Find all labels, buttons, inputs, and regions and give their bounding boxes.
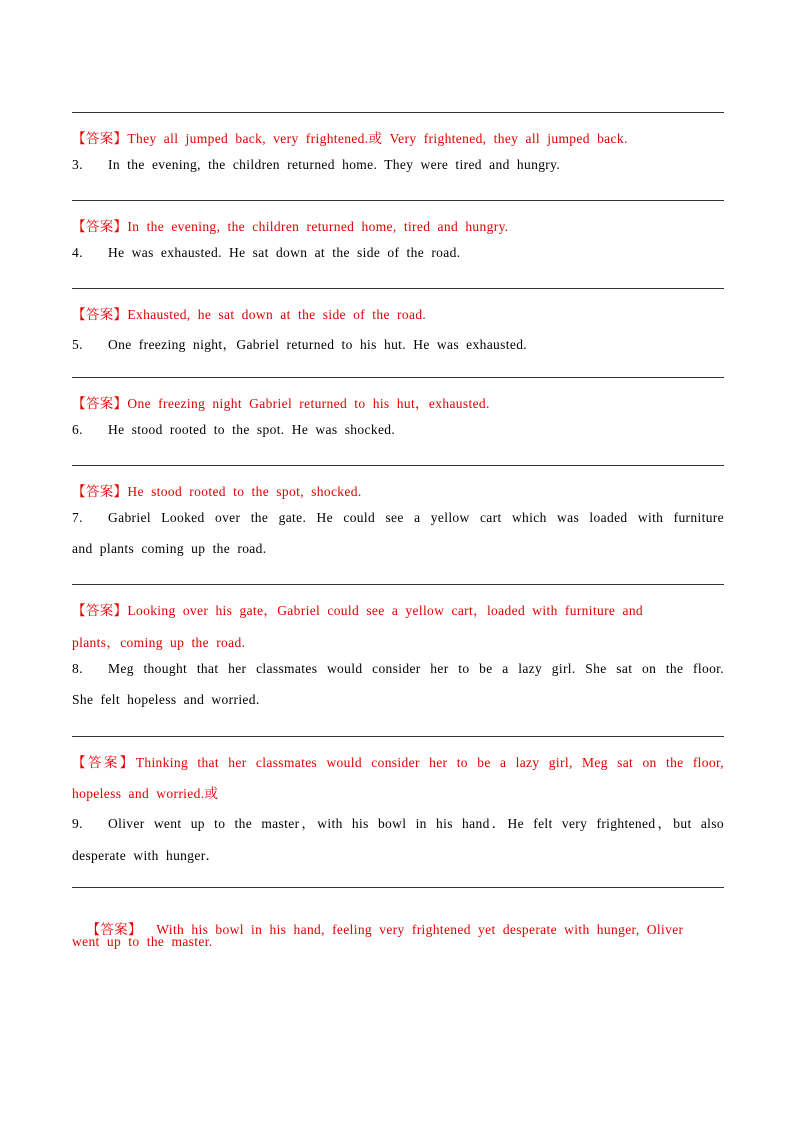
answer-tag: 【答案】 — [72, 484, 128, 499]
answer-continuation — [72, 934, 724, 950]
answer-text: With his bowl in his hand, feeling very frightened yet desperate with hunger, Oliver — [141, 922, 684, 937]
answer-text: In the evening, the children returned home, tired and hungry. — [127, 219, 509, 234]
answer-text: hopeless and worried.或 — [72, 786, 219, 801]
answer-blank-line — [72, 288, 724, 289]
question-text: He was exhausted. He sat down at the side of the road. — [108, 245, 461, 260]
answer-continuation — [72, 782, 724, 802]
answer-line — [72, 480, 724, 500]
question-line — [72, 422, 724, 438]
answer-tag: 【答案】 — [72, 396, 128, 411]
answer-blank-line — [72, 112, 724, 113]
answer-text: He stood rooted to the spot, shocked. — [127, 484, 362, 499]
question-number: 3. — [72, 157, 83, 172]
answer-line — [72, 215, 724, 235]
answer-blank-line — [72, 465, 724, 466]
question-number: 7. — [72, 510, 83, 525]
answer-blank-line — [72, 200, 724, 201]
question-number: 6. — [72, 422, 83, 437]
question-text: One freezing night，Gabriel returned to his hut. He was exhausted. — [108, 337, 528, 352]
question-text: She felt hopeless and worried. — [72, 692, 260, 707]
answer-tag: 【答案】 — [72, 307, 128, 322]
answer-line — [72, 392, 724, 412]
question-text: Gabriel Looked over the gate. He could see a yellow cart which was loaded with furniture — [108, 510, 724, 525]
answer-line — [72, 127, 724, 147]
answer-tag: 【答案】 — [72, 131, 128, 146]
question-line — [72, 510, 724, 526]
question-continuation — [72, 541, 724, 557]
question-continuation — [72, 844, 724, 864]
question-line — [72, 245, 724, 261]
answer-continuation — [72, 631, 724, 651]
question-number: 8. — [72, 661, 83, 676]
answer-line — [72, 599, 724, 619]
answer-blank-line — [72, 736, 724, 737]
answer-text: They all jumped back, very frightened.或 Very frightened, they all jumped back. — [127, 131, 628, 146]
question-text: He stood rooted to the spot. He was shocked. — [108, 422, 396, 437]
question-text: desperate with hunger． — [72, 848, 220, 863]
question-text: Oliver went up to the master，with his bowl in his hand．He felt very frightened，but also — [108, 816, 724, 831]
answer-blank-line — [72, 377, 724, 378]
question-text: Meg thought that her classmates would consider her to be a lazy girl. She sat on the floor. — [108, 661, 724, 676]
answer-blank-line — [72, 584, 724, 585]
answer-text: went up to the master. — [72, 934, 213, 949]
question-continuation — [72, 692, 724, 708]
answer-blank-line — [72, 887, 724, 888]
answer-line — [72, 303, 724, 323]
question-number: 4. — [72, 245, 83, 260]
answer-tag: 【答案】 — [72, 219, 128, 234]
question-text: and plants coming up the road. — [72, 541, 267, 556]
answer-line — [72, 902, 724, 938]
answer-text: Exhausted, he sat down at the side of the road. — [127, 307, 427, 322]
question-line — [72, 812, 724, 832]
question-line — [72, 157, 724, 173]
question-number: 5. — [72, 337, 83, 352]
answer-text: plants，coming up the road. — [72, 635, 246, 650]
answer-text: Thinking that her classmates would consider her to be a lazy girl, Meg sat on the floor, — [135, 755, 724, 770]
question-number: 9. — [72, 816, 83, 831]
question-line — [72, 333, 724, 353]
answer-line — [72, 751, 724, 771]
answer-text: Looking over his gate，Gabriel could see a yellow cart，loaded with furniture and — [127, 603, 644, 618]
answer-tag: 【答案】 — [72, 755, 136, 770]
question-text: In the evening, the children returned home. They were tired and hungry. — [108, 157, 561, 172]
answer-tag: 【答案】 — [72, 603, 128, 618]
answer-tag: 【答案】 — [86, 922, 142, 937]
question-line — [72, 661, 724, 677]
answer-text: One freezing night Gabriel returned to his hut，exhausted. — [127, 396, 490, 411]
